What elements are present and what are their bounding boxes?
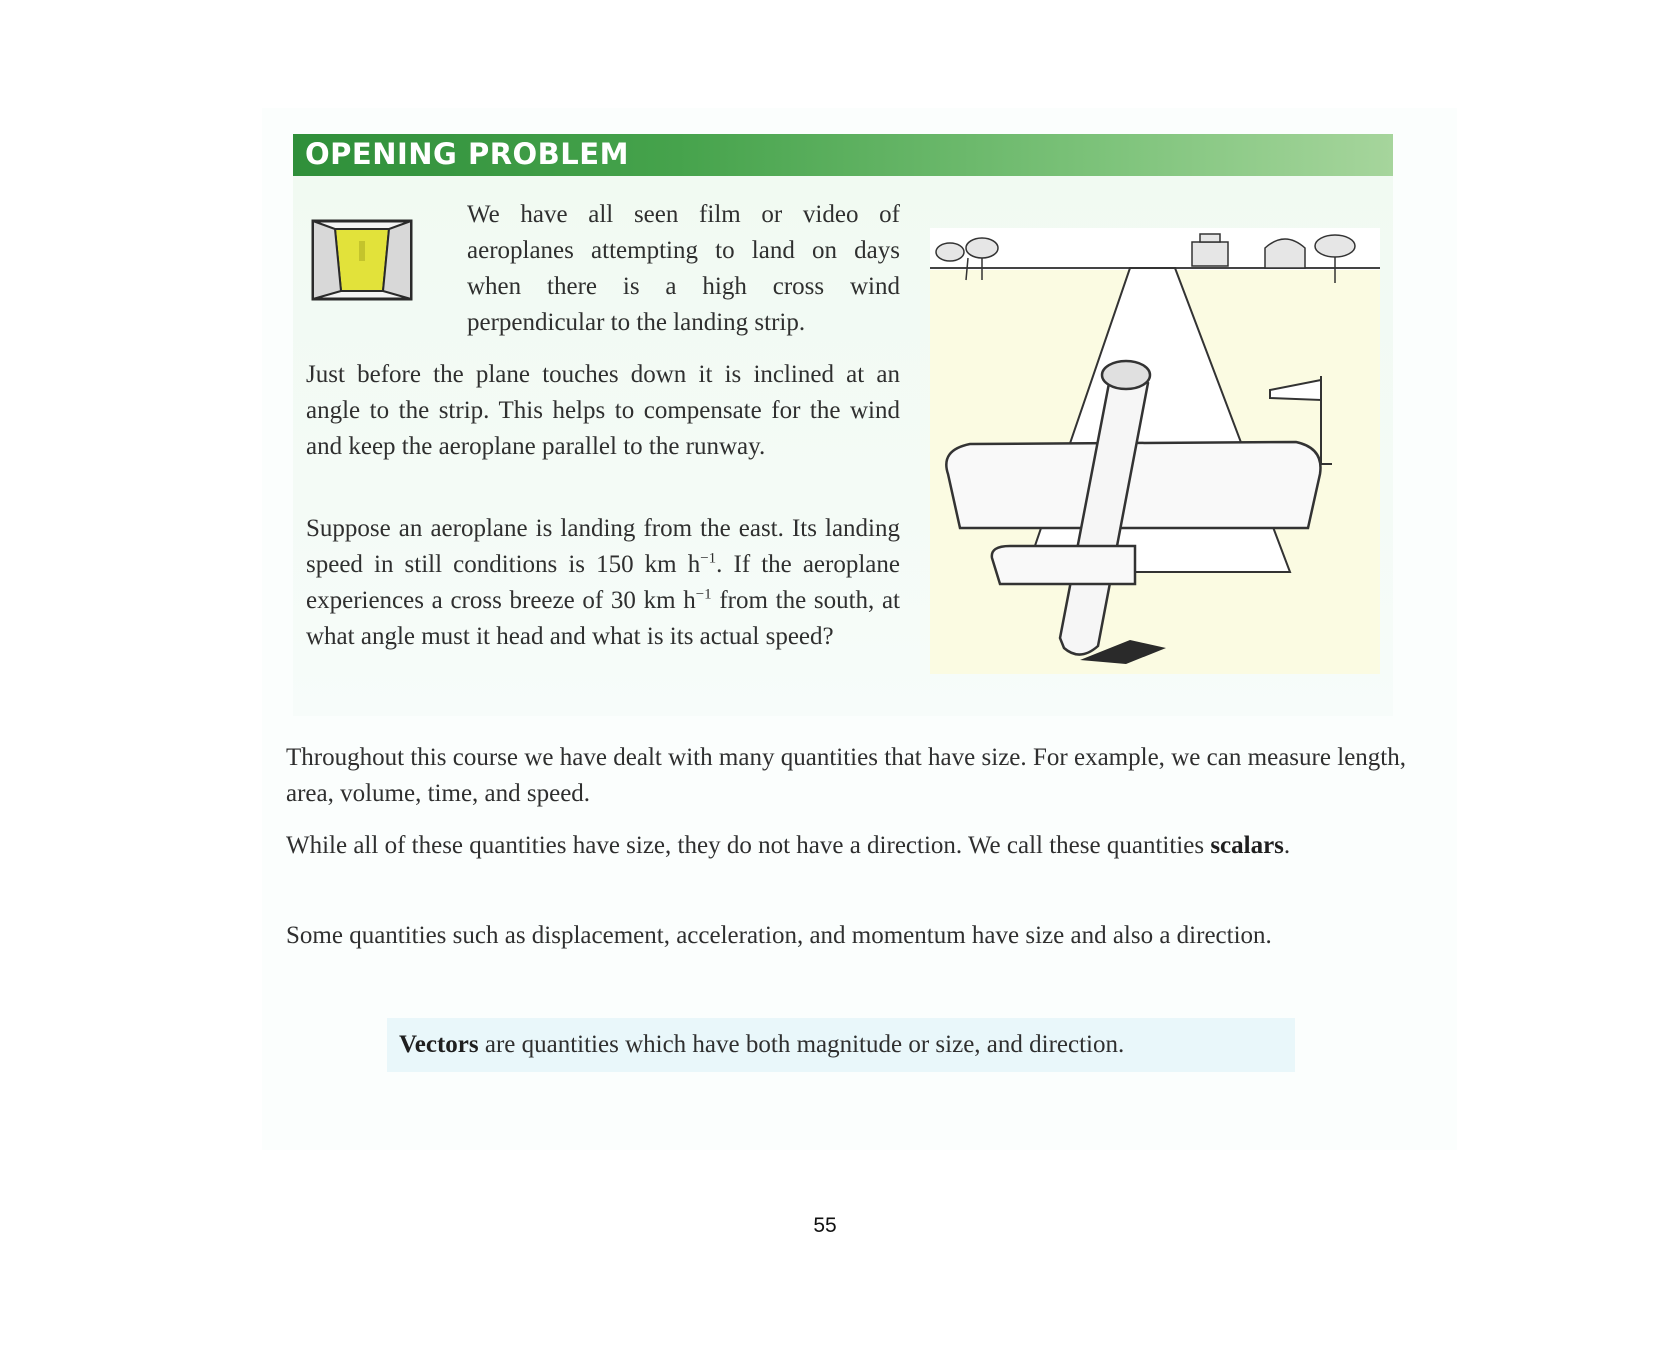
body-paragraph-2: While all of these quantities have size, they do not have a direction. We call these quantities scalars. xyxy=(286,832,1291,859)
film-video-icon xyxy=(307,215,417,305)
section-banner xyxy=(293,134,1393,176)
body-paragraph-3: Some quantities such as displacement, acceleration, and momentum have size and also a direction. xyxy=(286,922,1272,949)
aeroplane-landing-illustration xyxy=(930,228,1380,674)
section-title: OPENING PROBLEM xyxy=(305,137,629,171)
problem-intro: We have all seen film or video of aeroplanes attempting to land on days when there is a high cross wind perpendicular to the landing strip. xyxy=(467,201,900,336)
vectors-term: Vectors xyxy=(399,1031,479,1058)
vector-definition: Vectors are quantities which have both magnitude or size, and direction. xyxy=(399,1031,1125,1058)
vector-definition-box xyxy=(387,1018,1295,1072)
scalars-term: scalars xyxy=(1210,832,1284,859)
problem-paragraph-2: Just before the plane touches down it is inclined at an angle to the strip. This helps to compensate for the wind and keep the aeroplane parallel to the runway. xyxy=(306,361,900,460)
problem-paragraph-3: Suppose an aeroplane is landing from the east. Its landing speed in still conditions is 150 km $h^{-1}$. If the aeroplane experiences a cross breeze of 30 km $h^{-1}$ from the south, at what angle must it head and what is its actual speed? xyxy=(306,515,900,650)
body-paragraph-1: Throughout this course we have dealt with many quantities that have size. For example, we can measure length, area, volume, time, and speed. xyxy=(286,744,1406,807)
page-number: 55 xyxy=(813,1214,837,1237)
